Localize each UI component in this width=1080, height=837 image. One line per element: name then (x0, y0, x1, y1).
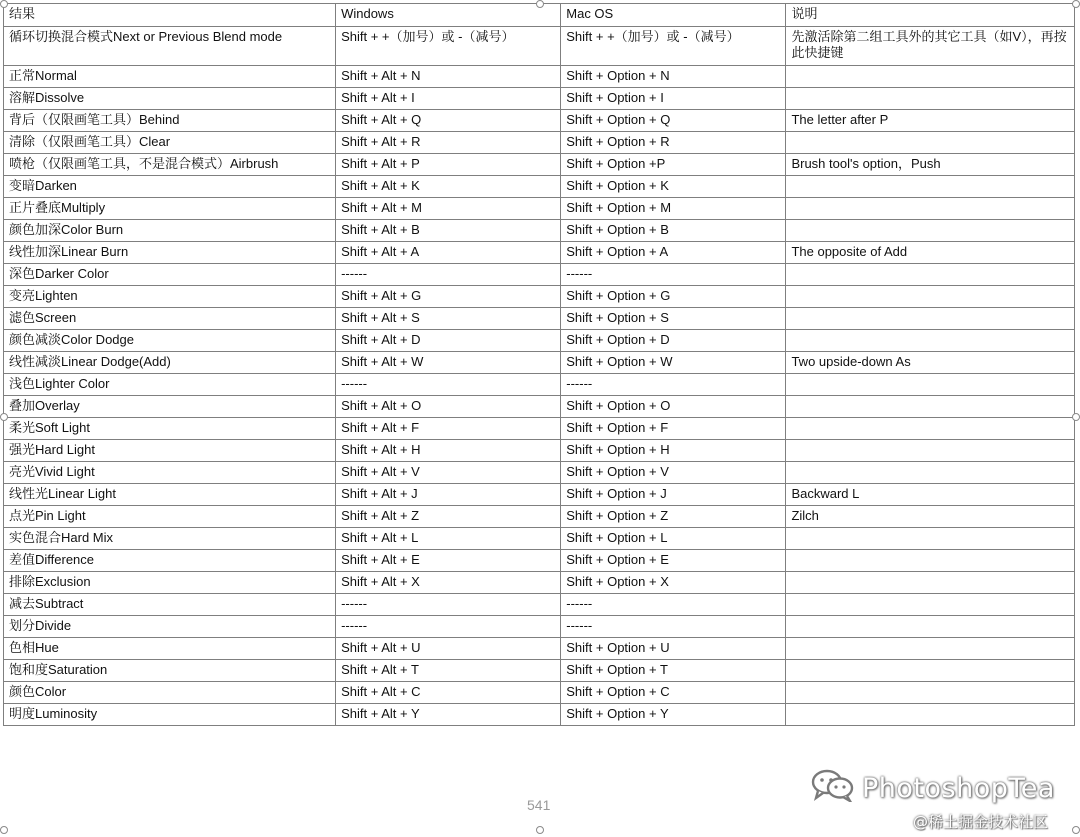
table-row (4, 396, 1075, 418)
header-cell-windows: Windows (336, 4, 561, 27)
cell-macos: Shift + Option + K (561, 176, 786, 198)
cell-windows: Shift + +（加号）或 -（减号） (336, 27, 561, 66)
cell-result: 变暗Darken (4, 176, 336, 198)
cell-result: 喷枪（仅限画笔工具，不是混合模式）Airbrush (4, 154, 336, 176)
selection-handle-top-right[interactable] (1072, 0, 1080, 8)
cell-macos: Shift + Option + X (561, 572, 786, 594)
cell-windows: Shift + Alt + W (336, 352, 561, 374)
table-row (4, 27, 1075, 66)
cell-notes: Backward L (786, 484, 1075, 506)
cell-windows: Shift + Alt + Z (336, 506, 561, 528)
cell-notes (786, 594, 1075, 616)
cell-macos: Shift + Option + Q (561, 110, 786, 132)
cell-notes: The opposite of Add (786, 242, 1075, 264)
cell-notes (786, 616, 1075, 638)
blend-mode-shortcut-table (3, 3, 1075, 726)
cell-macos: Shift + +（加号）或 -（减号） (561, 27, 786, 66)
cell-notes (786, 440, 1075, 462)
cell-macos: Shift + Option + D (561, 330, 786, 352)
cell-result: 柔光Soft Light (4, 418, 336, 440)
cell-result: 线性减淡Linear Dodge(Add) (4, 352, 336, 374)
cell-windows: Shift + Alt + M (336, 198, 561, 220)
cell-macos: Shift + Option + B (561, 220, 786, 242)
cell-windows: Shift + Alt + P (336, 154, 561, 176)
cell-macos: Shift + Option + A (561, 242, 786, 264)
table-row (4, 88, 1075, 110)
cell-result: 强光Hard Light (4, 440, 336, 462)
cell-result: 色相Hue (4, 638, 336, 660)
cell-macos: Shift + Option + F (561, 418, 786, 440)
cell-macos: Shift + Option + J (561, 484, 786, 506)
cell-result: 实色混合Hard Mix (4, 528, 336, 550)
cell-result: 清除（仅限画笔工具）Clear (4, 132, 336, 154)
cell-macos: Shift + Option + N (561, 66, 786, 88)
cell-notes (786, 286, 1075, 308)
table-row (4, 682, 1075, 704)
cell-windows: Shift + Alt + Y (336, 704, 561, 726)
cell-result: 差值Difference (4, 550, 336, 572)
cell-windows: Shift + Alt + O (336, 396, 561, 418)
cell-notes (786, 176, 1075, 198)
selection-handle-bottom-right[interactable] (1072, 826, 1080, 834)
cell-notes (786, 638, 1075, 660)
header-cell-notes: 说明 (786, 4, 1075, 27)
selection-handle-bottom-left[interactable] (0, 826, 8, 834)
cell-result: 溶解Dissolve (4, 88, 336, 110)
table-row (4, 154, 1075, 176)
cell-windows: Shift + Alt + F (336, 418, 561, 440)
cell-windows: Shift + Alt + K (336, 176, 561, 198)
header-cell-macos: Mac OS (561, 4, 786, 27)
cell-windows: Shift + Alt + J (336, 484, 561, 506)
cell-macos: Shift + Option + Y (561, 704, 786, 726)
cell-result: 排除Exclusion (4, 572, 336, 594)
cell-windows: Shift + Alt + C (336, 682, 561, 704)
cell-windows: Shift + Alt + N (336, 66, 561, 88)
table-row (4, 66, 1075, 88)
cell-windows: Shift + Alt + R (336, 132, 561, 154)
cell-windows: Shift + Alt + D (336, 330, 561, 352)
cell-result: 饱和度Saturation (4, 660, 336, 682)
cell-notes: 先激活除第二组工具外的其它工具（如V），再按此快捷键 (786, 27, 1075, 66)
cell-windows: Shift + Alt + B (336, 220, 561, 242)
cell-notes: The letter after P (786, 110, 1075, 132)
cell-notes (786, 660, 1075, 682)
cell-notes (786, 308, 1075, 330)
cell-result: 颜色Color (4, 682, 336, 704)
cell-result: 正片叠底Multiply (4, 198, 336, 220)
selection-handle-top-left[interactable] (0, 0, 8, 8)
table-row (4, 638, 1075, 660)
cell-notes: Two upside-down As (786, 352, 1075, 374)
table-row (4, 506, 1075, 528)
cell-result: 明度Luminosity (4, 704, 336, 726)
table-row (4, 484, 1075, 506)
cell-notes (786, 550, 1075, 572)
credit-text: @稀土掘金技术社区 (913, 813, 1049, 831)
cell-windows: ------ (336, 616, 561, 638)
cell-macos: Shift + Option + H (561, 440, 786, 462)
cell-notes (786, 264, 1075, 286)
cell-macos: Shift + Option + W (561, 352, 786, 374)
cell-macos: Shift + Option + Z (561, 506, 786, 528)
cell-notes (786, 66, 1075, 88)
cell-windows: Shift + Alt + V (336, 462, 561, 484)
cell-macos: Shift + Option + U (561, 638, 786, 660)
cell-macos: Shift + Option + R (561, 132, 786, 154)
cell-notes: Zilch (786, 506, 1075, 528)
cell-result: 循环切换混合模式Next or Previous Blend mode (4, 27, 336, 66)
cell-macos: Shift + Option + E (561, 550, 786, 572)
header-cell-result: 结果 (4, 4, 336, 27)
cell-notes (786, 572, 1075, 594)
cell-result: 点光Pin Light (4, 506, 336, 528)
table-row (4, 594, 1075, 616)
cell-result: 线性光Linear Light (4, 484, 336, 506)
table-row (4, 374, 1075, 396)
cell-notes (786, 88, 1075, 110)
table-row (4, 704, 1075, 726)
cell-notes (786, 528, 1075, 550)
cell-windows: Shift + Alt + Q (336, 110, 561, 132)
cell-result: 变亮Lighten (4, 286, 336, 308)
shortcut-sheet (3, 3, 1077, 831)
table-row (4, 132, 1075, 154)
table-row (4, 330, 1075, 352)
cell-macos: Shift + Option + L (561, 528, 786, 550)
cell-macos: Shift + Option + V (561, 462, 786, 484)
cell-macos: Shift + Option + G (561, 286, 786, 308)
cell-windows: Shift + Alt + X (336, 572, 561, 594)
cell-macos: Shift + Option +P (561, 154, 786, 176)
cell-notes (786, 396, 1075, 418)
cell-notes (786, 374, 1075, 396)
cell-windows: Shift + Alt + A (336, 242, 561, 264)
wechat-icon (810, 768, 862, 809)
selection-handle-middle-right[interactable] (1072, 413, 1080, 421)
cell-windows: Shift + Alt + S (336, 308, 561, 330)
cell-windows: Shift + Alt + T (336, 660, 561, 682)
table-row (4, 220, 1075, 242)
table-row (4, 352, 1075, 374)
cell-result: 背后（仅限画笔工具）Behind (4, 110, 336, 132)
cell-windows: Shift + Alt + L (336, 528, 561, 550)
cell-result: 浅色Lighter Color (4, 374, 336, 396)
table-row (4, 264, 1075, 286)
cell-notes (786, 198, 1075, 220)
cell-notes: Brush tool's option，Push (786, 154, 1075, 176)
cell-result: 划分Divide (4, 616, 336, 638)
page-number: 541 (527, 797, 551, 813)
cell-macos: Shift + Option + M (561, 198, 786, 220)
selection-handle-bottom-middle[interactable] (536, 826, 544, 834)
table-row (4, 198, 1075, 220)
cell-windows: Shift + Alt + H (336, 440, 561, 462)
cell-windows: ------ (336, 264, 561, 286)
table-row (4, 528, 1075, 550)
cell-macos: Shift + Option + I (561, 88, 786, 110)
cell-result: 叠加Overlay (4, 396, 336, 418)
watermark-text: PhotoshopTea (862, 772, 1055, 804)
cell-macos: Shift + Option + T (561, 660, 786, 682)
cell-result: 线性加深Linear Burn (4, 242, 336, 264)
table-row (4, 550, 1075, 572)
table-row (4, 242, 1075, 264)
table-row (4, 176, 1075, 198)
cell-windows: ------ (336, 374, 561, 396)
watermark (810, 771, 1055, 805)
table-row (4, 418, 1075, 440)
table-row (4, 286, 1075, 308)
table-row (4, 110, 1075, 132)
table-row (4, 572, 1075, 594)
cell-macos: ------ (561, 264, 786, 286)
cell-notes (786, 462, 1075, 484)
table-row (4, 440, 1075, 462)
cell-macos: ------ (561, 594, 786, 616)
cell-notes (786, 132, 1075, 154)
cell-result: 亮光Vivid Light (4, 462, 336, 484)
cell-notes (786, 330, 1075, 352)
selection-handle-top-middle[interactable] (536, 0, 544, 8)
cell-windows: Shift + Alt + G (336, 286, 561, 308)
cell-notes (786, 704, 1075, 726)
cell-result: 减去Subtract (4, 594, 336, 616)
selection-handle-middle-left[interactable] (0, 413, 8, 421)
table-row (4, 308, 1075, 330)
cell-windows: Shift + Alt + I (336, 88, 561, 110)
table-row (4, 660, 1075, 682)
cell-macos: Shift + Option + O (561, 396, 786, 418)
cell-notes (786, 220, 1075, 242)
cell-macos: ------ (561, 616, 786, 638)
cell-windows: ------ (336, 594, 561, 616)
cell-macos: ------ (561, 374, 786, 396)
cell-windows: Shift + Alt + E (336, 550, 561, 572)
cell-result: 正常Normal (4, 66, 336, 88)
table-row (4, 616, 1075, 638)
table-row (4, 462, 1075, 484)
cell-result: 颜色减淡Color Dodge (4, 330, 336, 352)
cell-macos: Shift + Option + S (561, 308, 786, 330)
cell-result: 深色Darker Color (4, 264, 336, 286)
cell-notes (786, 418, 1075, 440)
cell-macos: Shift + Option + C (561, 682, 786, 704)
cell-result: 颜色加深Color Burn (4, 220, 336, 242)
cell-notes (786, 682, 1075, 704)
cell-result: 滤色Screen (4, 308, 336, 330)
cell-windows: Shift + Alt + U (336, 638, 561, 660)
